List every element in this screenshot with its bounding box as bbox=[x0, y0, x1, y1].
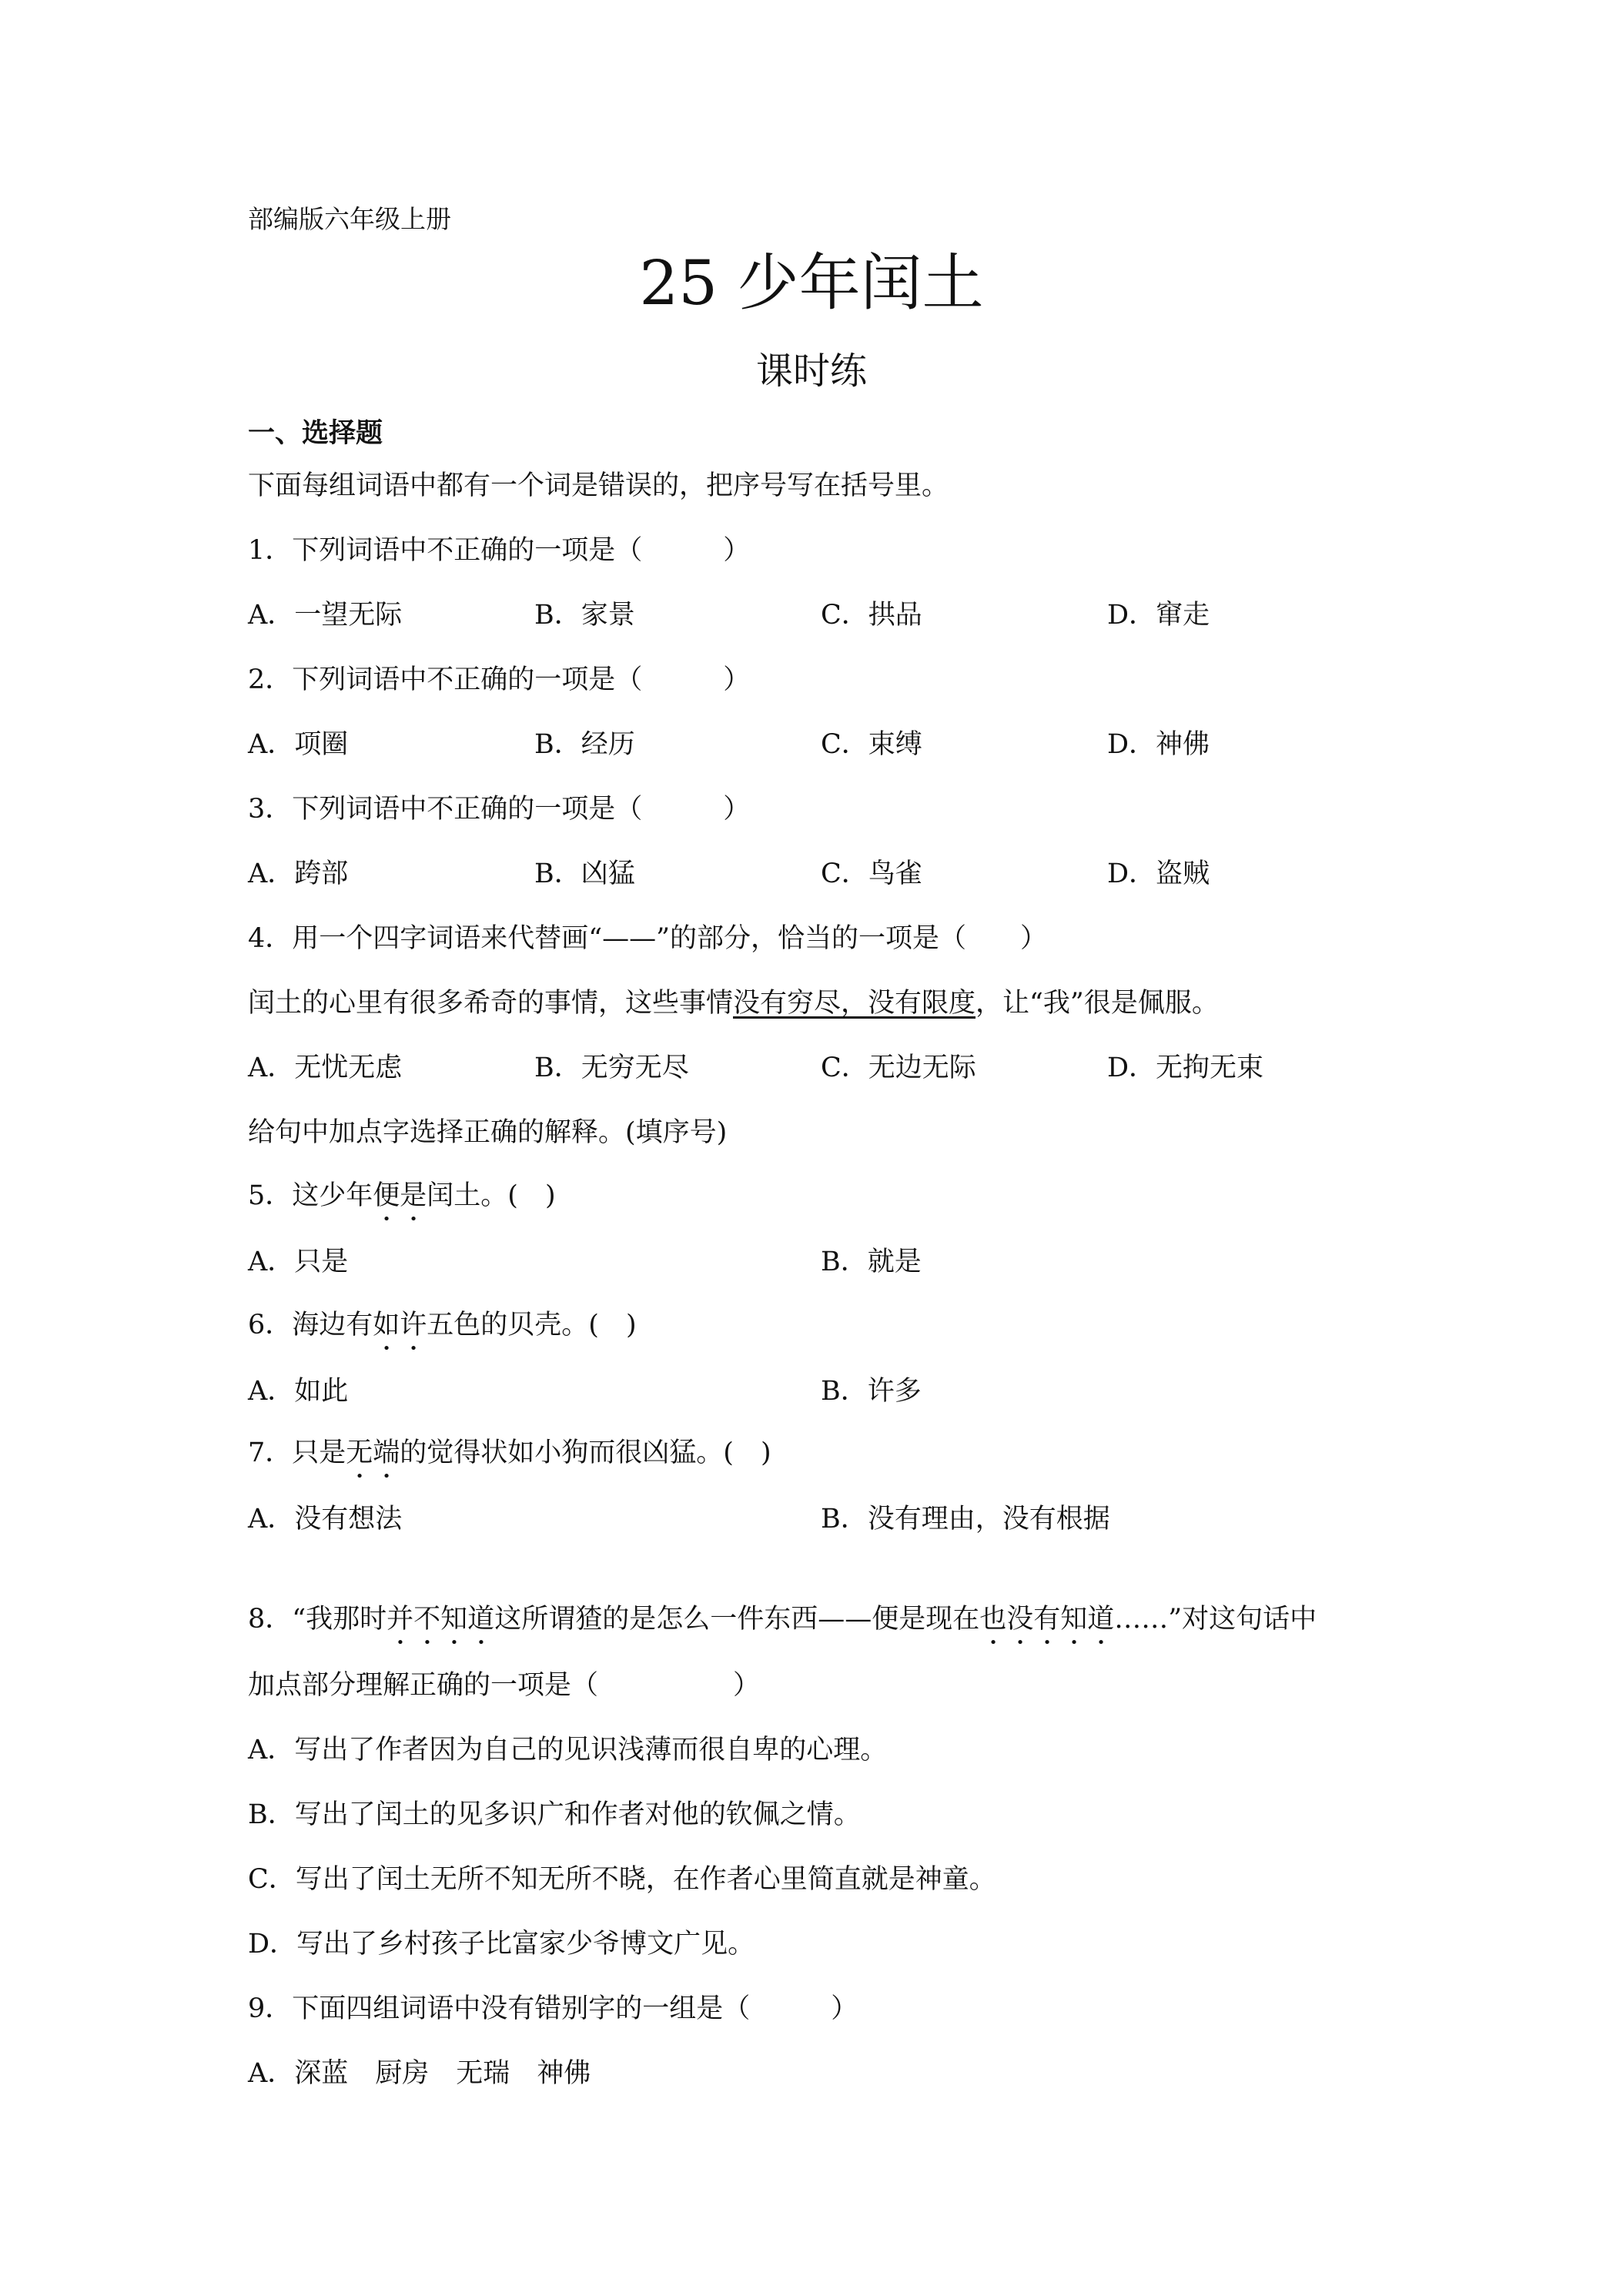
question-8-stem bbox=[248, 1602, 1317, 1651]
question-8-dotted-phrase-2: 也没有知道 bbox=[979, 1604, 1115, 1635]
question-8-option-b: B．写出了闰土的见多识广和作者对他的钦佩之情。 bbox=[248, 1799, 861, 1830]
question-3-options bbox=[248, 856, 1403, 892]
question-8-dotted-phrase-1: 并不知道 bbox=[387, 1604, 495, 1635]
question-5-option-a: A．只是 bbox=[248, 1247, 349, 1277]
section-instruction: 给句中加点字选择正确的解释。(填序号) bbox=[248, 1117, 728, 1148]
question-8-mid: 这所谓猹的是怎么一件东西——便是现在 bbox=[494, 1604, 980, 1635]
question-1-option-d: D．窜走 bbox=[1107, 600, 1210, 631]
question-7-option-a: A．没有想法 bbox=[248, 1504, 403, 1535]
question-6-post: 五色的贝壳。( ) bbox=[427, 1310, 637, 1340]
question-1-option-b: B．家景 bbox=[534, 600, 635, 631]
question-8-post: ……”对这句话中 bbox=[1114, 1604, 1317, 1635]
question-3-option-c: C．鸟雀 bbox=[821, 858, 922, 889]
question-8-option-a: A．写出了作者因为自己的见识浅薄而很自卑的心理。 bbox=[248, 1735, 888, 1766]
question-3-stem: 3．下列词语中不正确的一项是（ ） bbox=[248, 794, 751, 825]
question-4-option-d: D．无拘无束 bbox=[1107, 1053, 1264, 1083]
question-4-option-c: C．无边无际 bbox=[821, 1053, 976, 1083]
question-4-options bbox=[248, 1050, 1403, 1086]
question-4-option-a: A．无忧无虑 bbox=[248, 1053, 403, 1083]
question-6-options bbox=[248, 1374, 1403, 1409]
question-6-pre: 6．海边有 bbox=[248, 1310, 373, 1340]
question-2-option-a: A．项圈 bbox=[248, 729, 349, 760]
section-heading: 一、选择题 bbox=[248, 417, 383, 449]
question-6-option-b: B．许多 bbox=[821, 1376, 922, 1407]
question-8-stem-line-2: 加点部分理解正确的一项是（ ） bbox=[248, 1670, 761, 1701]
question-7-post: 的觉得状如小狗而很凶猛。( ) bbox=[400, 1438, 771, 1468]
question-2-option-b: B．经历 bbox=[534, 729, 635, 760]
question-7-option-b: B．没有理由，没有根据 bbox=[821, 1504, 1110, 1535]
page-title: 25 少年闰土 bbox=[639, 247, 984, 319]
section-intro: 下面每组词语中都有一个词是错误的，把序号写在括号里。 bbox=[248, 470, 949, 501]
question-2-options bbox=[248, 727, 1403, 762]
question-1-stem: 1．下列词语中不正确的一项是（ ） bbox=[248, 535, 751, 566]
question-3-option-a: A．跨部 bbox=[248, 858, 349, 889]
question-8-option-c: C．写出了闰土无所不知无所不晓，在作者心里简直就是神童。 bbox=[248, 1864, 996, 1895]
question-7-options bbox=[248, 1501, 1403, 1537]
question-8-pre: 8．“我那时 bbox=[248, 1604, 387, 1635]
page-subtitle: 课时练 bbox=[755, 350, 867, 393]
question-7-pre: 7．只是 bbox=[248, 1438, 346, 1468]
question-4-stem: 4．用一个四字词语来代替画“——”的部分，恰当的一项是（ ） bbox=[248, 923, 1048, 954]
question-9-stem: 9．下面四组词语中没有错别字的一组是（ ） bbox=[248, 1993, 858, 2024]
question-4-sentence-pre: 闰土的心里有很多希奇的事情，这些事情 bbox=[248, 988, 734, 1019]
question-3-option-d: D．盗贼 bbox=[1107, 858, 1210, 889]
question-4-sentence bbox=[248, 986, 1219, 1021]
question-2-option-d: D．神佛 bbox=[1107, 729, 1210, 760]
question-9-option-a: A．深蓝 厨房 无瑞 神佛 bbox=[248, 2058, 591, 2089]
question-4-sentence-post: ，让“我”很是佩服。 bbox=[975, 988, 1219, 1019]
question-8-option-d: D．写出了乡村孩子比富家少爷博文广见。 bbox=[248, 1929, 755, 1960]
question-3-option-b: B．凶猛 bbox=[534, 858, 635, 889]
question-5-post: 闰土。( ) bbox=[427, 1180, 556, 1211]
question-5-options bbox=[248, 1244, 1403, 1280]
subject-label: 部编版六年级上册 bbox=[248, 204, 451, 234]
question-1-options bbox=[248, 597, 1403, 633]
question-2-stem: 2．下列词语中不正确的一项是（ ） bbox=[248, 664, 751, 695]
question-6-stem bbox=[248, 1307, 637, 1357]
question-1-option-a: A．一望无际 bbox=[248, 600, 403, 631]
question-4-option-b: B．无穷无尽 bbox=[534, 1053, 689, 1083]
question-1-option-c: C．拱品 bbox=[821, 600, 922, 631]
question-7-dotted-word: 无端 bbox=[346, 1438, 400, 1468]
question-5-pre: 5．这少年 bbox=[248, 1180, 373, 1211]
question-5-option-b: B．就是 bbox=[821, 1247, 922, 1277]
question-5-dotted-word: 便是 bbox=[373, 1180, 427, 1211]
question-6-dotted-word: 如许 bbox=[373, 1310, 427, 1340]
question-6-option-a: A．如此 bbox=[248, 1376, 349, 1407]
question-2-option-c: C．束缚 bbox=[821, 729, 922, 760]
question-4-underlined-phrase: 没有穷尽，没有限度 bbox=[733, 988, 976, 1019]
question-5-stem bbox=[248, 1178, 556, 1227]
question-7-stem bbox=[248, 1435, 771, 1484]
